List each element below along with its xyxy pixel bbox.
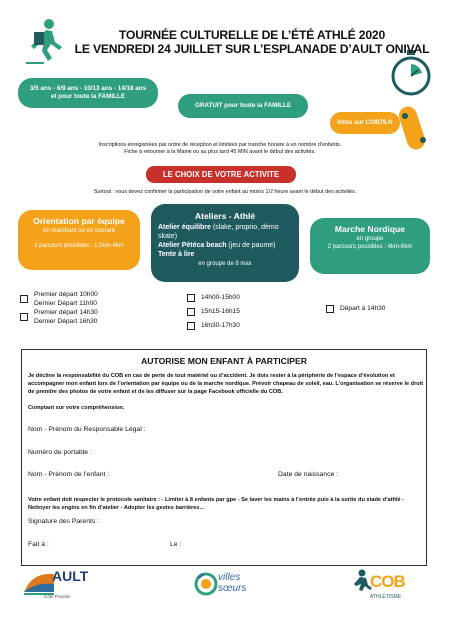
ateliers-box [151, 204, 299, 282]
atelier-slot-3: 16h30-17h30 [201, 322, 240, 329]
form-comprehension: Comptant sur votre compréhension. [28, 405, 125, 411]
page-title-line1: TOURNÉE CULTURELLE DE L’ÉTÉ ATHLÉ 2020 [118, 28, 386, 42]
gratuit-badge [178, 94, 308, 118]
atelier-slot-1-checkbox[interactable] [187, 294, 195, 302]
fait-label: Fait à : [28, 541, 49, 548]
atelier-slot-3-checkbox[interactable] [187, 322, 195, 330]
villes-soeurs-logo [194, 570, 264, 606]
protocole-text: Votre enfant doit respecter le protocole sanitaire : - Limiter à 8 enfants par gpe - Se laver les mains à l’entrée puis à la sortie du stade d’athlé - Nettoyer les engins en fin d’atelier - Adopter les gestes barrières... [28, 497, 405, 511]
authorization-form [21, 349, 427, 566]
choix-title: LE CHOIX DE VOTRE ACTIVITE [162, 169, 280, 179]
portable-label: Numéro de portable : [28, 449, 92, 456]
inscriptions-line1: Inscriptions enregistrées par ordre de réception et limitées par tranche horaire à un nombre d’enfants. [98, 142, 342, 148]
naissance-label: Date de naissance : [278, 471, 339, 478]
orientation-slot-1-start: Premier départ 10h00 [34, 291, 98, 298]
orientation-slot-1-end: Dernier Départ 11h00 [34, 300, 97, 307]
age-groups-badge [18, 78, 158, 108]
form-title: AUTORISE MON ENFANT À PARTICIPER [141, 356, 307, 366]
infos-badge [330, 112, 400, 134]
tente-a-lire: Tente à lire [158, 251, 195, 258]
atelier-slot-2-checkbox[interactable] [187, 308, 195, 316]
marche-box [310, 218, 430, 274]
responsable-label: Nom - Prénom du Responsable Légal : [28, 426, 146, 433]
ateliers-group: en groupe de 8 max [198, 261, 252, 267]
ault-logo-text: AULT [52, 568, 89, 584]
enfant-label: Nom - Prénom de l’enfant : [28, 471, 110, 478]
orientation-title: Orientation par équipe [33, 216, 125, 226]
marche-schedule [326, 304, 385, 314]
ateliers-schedule [187, 291, 240, 333]
orientation-slot-2-end: Dernier Départ 16h30 [34, 318, 98, 325]
inscriptions-line2: Fiche à retourner à la Mairie ou au plus tard 45 MIN avant le début des activités. [124, 149, 316, 155]
orientation-schedule [20, 290, 98, 327]
gratuit-label: GRATUIT pour toute la FAMILLE [194, 102, 292, 109]
signature-label: Signature des Parents : [28, 518, 100, 525]
age-groups-line1: 3/5 ans - 6/9 ans - 10/13 ans - 14/18 ans [29, 85, 147, 92]
page-title-line2: LE VENDREDI 24 JUILLET SUR L’ESPLANADE D’AULT ONIVAL [74, 42, 430, 56]
atelier-slot-2: 15h15-16h15 [201, 308, 240, 315]
atelier-peteca-detail: (jeu de paume) [226, 242, 276, 249]
choix-title-badge [146, 166, 296, 183]
atelier-peteca: Atelier Pétéca beach [158, 242, 227, 249]
orientation-slot-2-start: Premier départ 14h30 [34, 309, 98, 316]
marche-slot-checkbox[interactable] [326, 305, 334, 313]
atelier-equilibre: Atelier équilibre [158, 224, 211, 231]
age-groups-line2: et pour toute la FAMILLE [50, 93, 126, 100]
cob-logo [350, 568, 430, 610]
orientation-box [18, 210, 140, 270]
form-paragraph: Je décline la responsabilité du COB en cas de perte de tout matériel ou d’accident. Je dois rester à la périphérie de l’espace d’évolution et accompagner mon enfant lors de l’orientation par équipe ou de la marche nordique. Prévoir chapeau de soleil, eau. L’organisation se réserve le droit de prendre des photos de votre enfant et de les diffuser sur la page Facebook officielle du COB. [28, 373, 424, 395]
cob-logo-text: COB [370, 572, 405, 591]
ateliers-title: Ateliers - Athlé [194, 211, 256, 221]
orientation-slot-2-checkbox[interactable] [20, 313, 28, 321]
marche-title: Marche Nordique [334, 224, 406, 234]
marche-sub: en groupe [356, 236, 384, 242]
ault-logo-sub: Côte Picarde [44, 594, 71, 599]
orientation-detail: 2 parcours possibles : 1,5km-4km [34, 243, 124, 249]
ault-logo [22, 566, 102, 608]
atelier-equilibre-detail: (slake, proprio, démo skate) [158, 224, 279, 240]
marche-slot: Départ à 14h30 [340, 305, 386, 312]
villes-logo-bottom: sœurs [218, 583, 247, 594]
le-label: Le : [170, 541, 182, 548]
cob-logo-sub: ATHLÉTISME [370, 594, 402, 600]
orientation-sub: en marchant ou en courant [43, 228, 115, 234]
marche-detail: 2 parcours possibles : 4km-6km [327, 244, 413, 250]
atelier-slot-1: 14h00-15h00 [201, 294, 240, 301]
choix-note: Surtout : vous devez confirmer la participation de votre enfant au moins 1/2 heure avant le début des activités. [93, 189, 357, 195]
orientation-slot-1-checkbox[interactable] [20, 295, 28, 303]
infos-label: Infos sur COB76.fr [337, 119, 393, 126]
villes-logo-top: villes [218, 572, 241, 583]
